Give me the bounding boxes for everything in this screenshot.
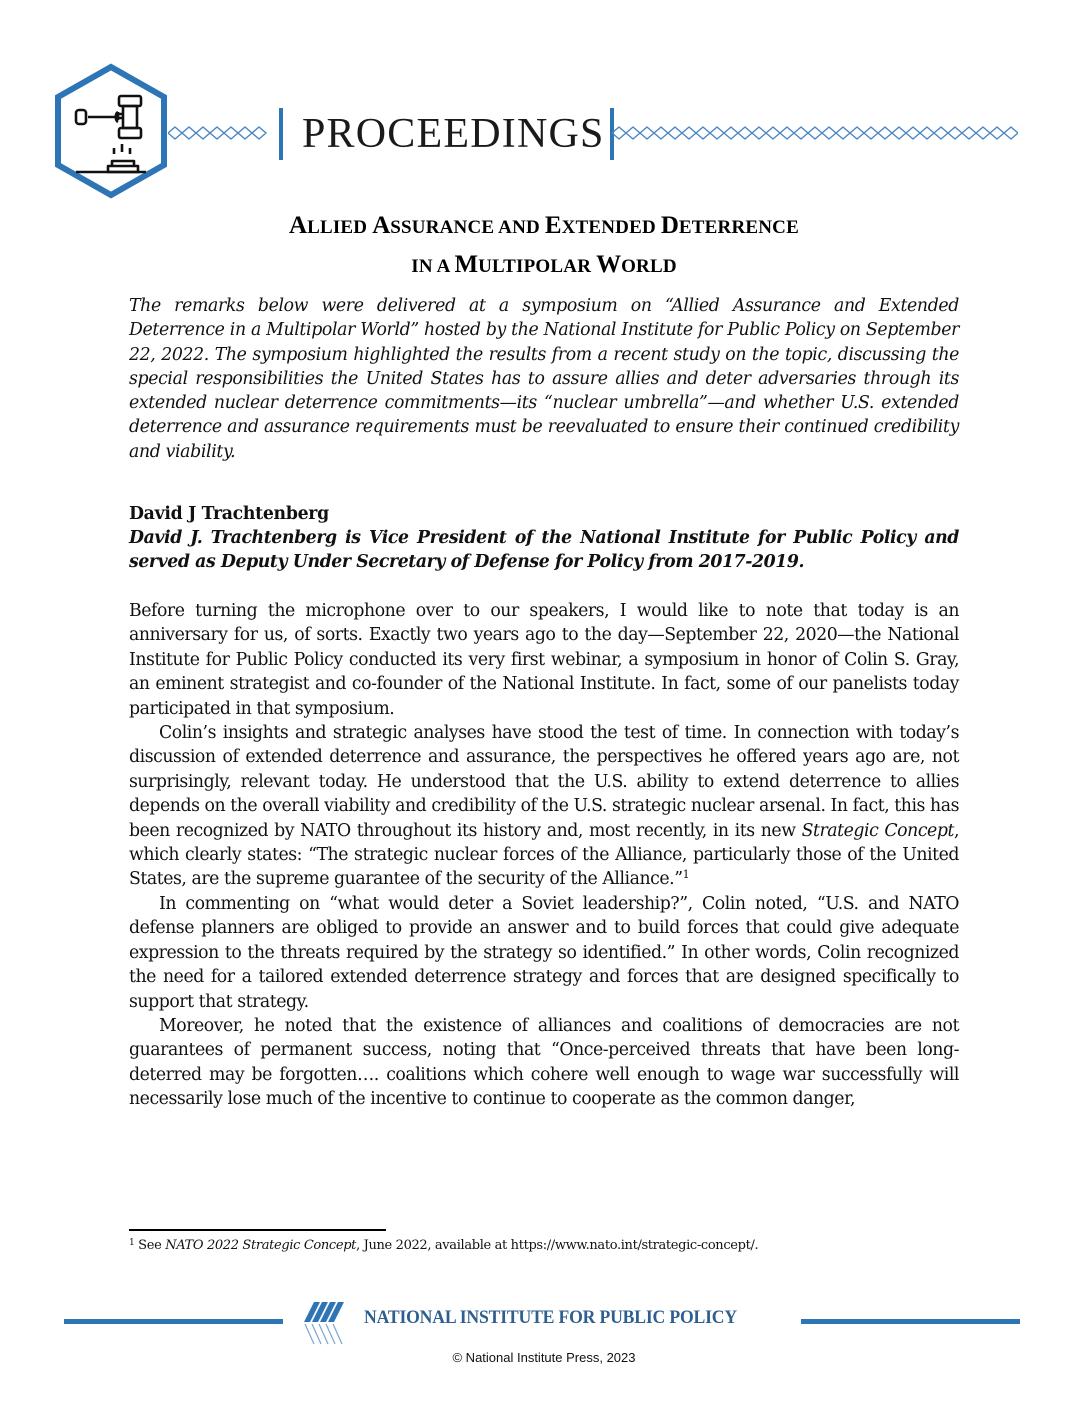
title-line-1: ALLIED ASSURANCE AND EXTENDED DETERRENCE [289, 212, 799, 239]
nipp-logo-icon [302, 1300, 352, 1346]
proceedings-label: PROCEEDINGS [302, 111, 605, 157]
body-text [129, 599, 959, 1112]
body-paragraph-3: In commenting on “what would deter a Soviet leadership?”, Colin noted, “U.S. and NATO defense planners are obliged to provide an answer and to build forces that could give adequate expression to the threats required by the strategy so identified.” In other words, Colin recognized the need for a tailored extended deterrence strategy and forces that are designed specifically to support that strategy. [129, 893, 959, 1012]
body-paragraph-4: Moreover, he noted that the existence of alliances and coalitions of democracies are not guarantees of permanent success, noting that “Once-perceived threats that have been long-deterred may be forgotten…. coalitions which cohere well enough to wage war successfully will necessarily lose much of the incentive to continue to cooperate as the common danger, [129, 1015, 959, 1110]
footer-rule-right [801, 1319, 1020, 1324]
body-paragraph-1: Before turning the microphone over to our speakers, I would like to note that today is an anniversary for us, of sorts. Exactly two years ago to the day—September 22, 2020—the National Institute for Public Policy conducted its very first webinar, a symposium in honor of Colin S. Gray, an eminent strategist and co-founder of the National Institute. In fact, some of our panelists today participated in that symposium. [129, 601, 959, 719]
body-paragraph-2: Colin’s insights and strategic analyses have stood the test of time. In connection with today’s discussion of extended deterrence and assurance, the perspectives he offered years ago are, not surprisingly, relevant today. He understood that the U.S. ability to extend deterrence to allies depends on the overall viability and credibility of the U.S. strategic nuclear arsenal. In fact, this has been recognized by NATO throughout its history and, most recently, in its new Strategic Concept, which clearly states: “The strategic nuclear forces of the Alliance, particularly those of the United States, are the supreme guarantee of the security of the Alliance.”$^1$ [129, 723, 959, 890]
intro-paragraph: The remarks below were delivered at a symposium on “Allied Assurance and Extended Deterrence in a Multipolar World” hosted by the National Institute for Public Policy on September 22, 2022. The symposium highlighted the results from a recent study on the topic, discussing the special responsibilities the United States has to assure allies and deter adversaries through its extended nuclear deterrence commitments—its “nuclear umbrella”—and whether U.S. extended deterrence and assurance requirements must be reevaluated to ensure their continued credibility and viability. [129, 296, 959, 462]
strategic-concept-title: Strategic Concept [801, 820, 954, 841]
speaker-name: David J Trachtenberg [129, 504, 329, 524]
gavel-icon [52, 62, 170, 200]
footnote-source-title: NATO 2022 Strategic Concept [165, 1238, 357, 1253]
page-header [0, 0, 1088, 200]
footnote-ref-1[interactable]: 1 [682, 868, 690, 882]
footnote-link[interactable]: , June 2022, available at https://www.nato.int/strategic-concept/. [356, 1238, 759, 1253]
footnote-1: $^1$ See NATO 2022 Strategic Concept, June 2022, available at https://www.nato.int/strategic-concept/. [129, 1238, 759, 1253]
speaker-bio: David J. Trachtenberg is Vice President of the National Institute for Public Policy and served as Deputy Under Secretary of Defense for Policy from 2017-2019. [129, 528, 959, 573]
footnote-number: 1 [129, 1238, 135, 1248]
header-divider-left [279, 108, 283, 160]
copyright-notice: © National Institute Press, 2023 [452, 1350, 636, 1365]
title-line-2: IN A MULTIPOLAR WORLD [411, 251, 677, 278]
footer-rule-left [64, 1319, 283, 1324]
footnote-separator [129, 1229, 386, 1231]
chain-divider-right [612, 126, 1024, 140]
organization-name: NATIONAL INSTITUTE FOR PUBLIC POLICY [364, 1307, 737, 1328]
document-title [0, 208, 1088, 286]
chain-divider-left [168, 126, 272, 140]
